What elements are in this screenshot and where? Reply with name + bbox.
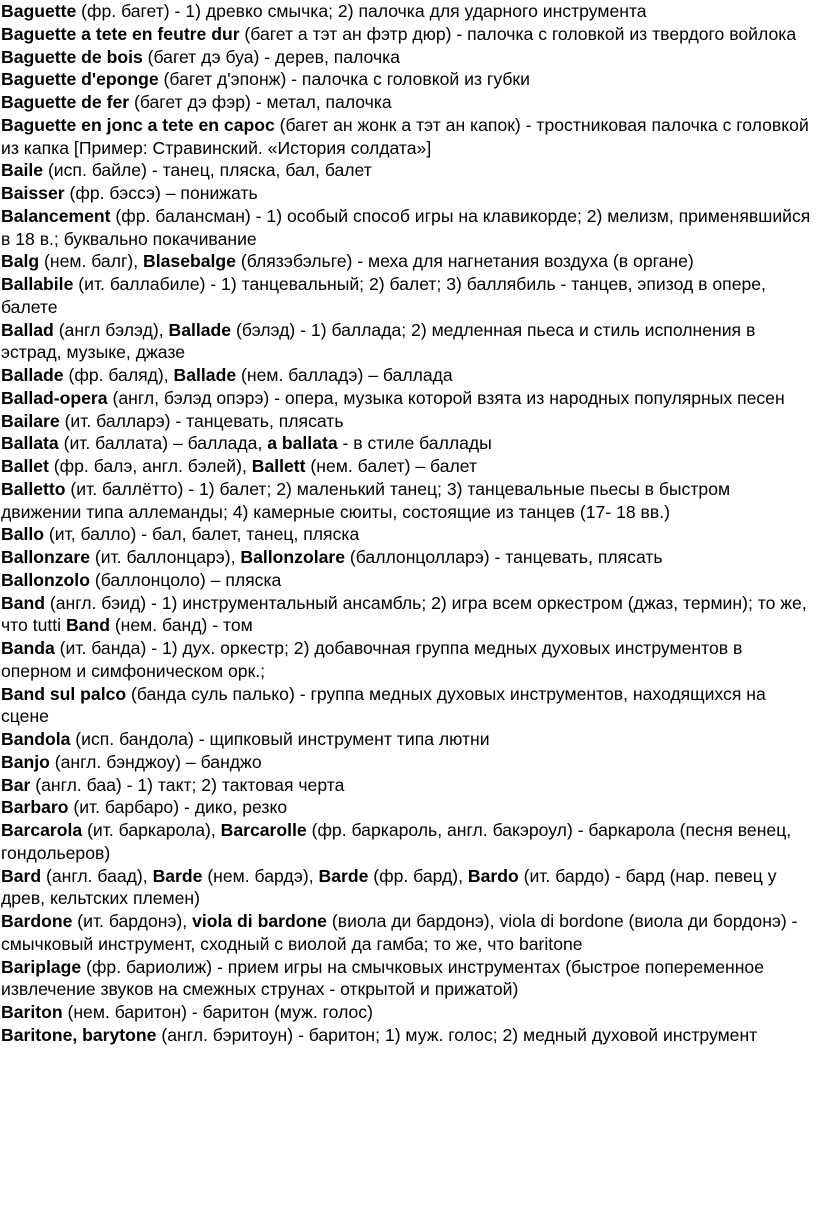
entry-term: Ballade	[168, 319, 232, 340]
entry-definition: (багет дэ буа) - дерев, палочка	[142, 46, 400, 67]
entry-definition: (ит. банда) - 1) дух. оркестр; 2) добавочная группа медных духовых инструментов в оперном и симфоническом орк.;	[1, 638, 743, 681]
glossary-entry	[1, 364, 813, 387]
entry-term: Baile	[1, 160, 44, 181]
entry-definition: (виола ди бардонэ), viola di bordone (виола ди бордонэ) - смычковый инструмент, сходный с виолой да гамба; то же, что baritone	[1, 911, 798, 954]
glossary-entry	[1, 956, 813, 1002]
glossary-entry	[1, 569, 813, 592]
entry-term: Band	[1, 592, 45, 613]
glossary-entry	[1, 1001, 813, 1024]
glossary-entry	[1, 159, 813, 182]
entry-term: Ballett	[251, 456, 306, 476]
entry-definition: (фр. бард),	[368, 865, 468, 886]
entry-definition: (англ. бэнджоу) – банджо	[49, 751, 262, 772]
entry-term: Ballet	[1, 456, 49, 476]
glossary-document	[1, 0, 813, 1047]
entry-term: Barde	[152, 865, 203, 886]
glossary-entry	[1, 250, 813, 273]
entry-definition: (ит. балларэ) - танцевать, плясать	[59, 410, 344, 431]
glossary-entry	[1, 751, 813, 774]
entry-term: Band	[65, 615, 110, 636]
entry-term: Baguette a tete en feutre dur	[1, 23, 240, 44]
glossary-entry	[1, 683, 813, 729]
entry-term: Bardo	[467, 865, 519, 886]
entry-term: Band sul palco	[1, 683, 127, 704]
glossary-entry	[1, 523, 813, 546]
glossary-entry	[1, 68, 813, 91]
entry-definition: (англ. баад),	[41, 865, 153, 886]
entry-term: Barcarola	[1, 820, 83, 840]
entry-term: Baisser	[1, 183, 65, 203]
entry-term: Bailare	[1, 410, 60, 431]
entry-definition: (ит. баллётто) - 1) балет; 2) маленький танец; 3) танцевальные пьесы в быстром движении типа аллеманды; 4) камерные сюиты, состоящие из танцев (17- 18 вв.)	[1, 478, 731, 522]
glossary-entry	[1, 592, 813, 638]
entry-definition: (фр. бариолиж) - прием игры на смычковых инструментах (быстрое попеременное извлечение звуков на смежных струнах - открытой и прижатой)	[1, 956, 764, 1000]
glossary-entry	[1, 478, 813, 524]
entry-definition: (багет дэ фэр) - метал, палочка	[129, 92, 392, 112]
entry-definition: (ит. барбаро) - дико, резко	[68, 797, 288, 818]
glossary-entry	[1, 410, 813, 433]
entry-term: Ballata	[1, 433, 59, 454]
entry-term: Ballad-opera	[1, 387, 108, 408]
entry-definition: (нем. балладэ) – баллада	[236, 365, 453, 385]
entry-term: Balletto	[1, 478, 66, 499]
glossary-entry	[1, 728, 813, 751]
entry-term: Ballabile	[1, 274, 74, 294]
entry-definition: (баллонцолларэ) - танцевать, плясать	[345, 547, 663, 567]
entry-term: Blasebalge	[143, 251, 236, 272]
entry-definition: (багет д'эпонж) - палочка с головкой из губки	[158, 69, 530, 90]
entry-definition: (нем. баритон) - баритон (муж. голос)	[62, 1002, 373, 1022]
glossary-entry	[1, 796, 813, 819]
glossary-entry	[1, 46, 813, 69]
entry-definition: (ит. баркарола),	[82, 820, 221, 840]
entry-definition: (нем. балг),	[39, 251, 144, 272]
glossary-entry	[1, 205, 813, 251]
entry-definition: (бэлэд) - 1) баллада; 2) медленная пьеса и стиль исполнения в эстрад, музыке, джазе	[1, 319, 756, 363]
entry-term: Baritone, barytone	[1, 1024, 157, 1045]
glossary-entry	[1, 23, 813, 46]
glossary-entry	[1, 455, 813, 478]
entry-definition: (ит. баллата) – баллада,	[58, 433, 268, 454]
entry-term: Ballonzolo	[1, 569, 90, 590]
entry-definition: - в стиле баллады	[337, 433, 492, 454]
glossary-entry	[1, 387, 813, 410]
glossary-entry	[1, 910, 813, 956]
glossary-entry	[1, 865, 813, 911]
glossary-entry	[1, 546, 813, 569]
entry-term: Bardone	[1, 911, 73, 931]
glossary-entry	[1, 0, 813, 23]
entry-definition: (ит. бардо) - бард (нар. певец у древ, кельтских племен)	[1, 865, 777, 909]
entry-definition: (нем. банд) - том	[109, 615, 253, 636]
glossary-entry	[1, 91, 813, 114]
entry-definition: (англ бэлэд),	[53, 319, 169, 340]
entry-term: Baguette en jonc a tete en capoc	[1, 114, 275, 135]
glossary-entry	[1, 637, 813, 683]
entry-definition: (англ. бэритоун) - баритон; 1) муж. голос; 2) медный духовой инструмент	[156, 1024, 758, 1045]
entry-definition: (ит. баллабиле) - 1) танцевальный; 2) балет; 3) баллябиль - танцев, эпизод в опере, балете	[1, 274, 766, 317]
entry-definition: (фр. балэ, англ. бэлей),	[48, 456, 252, 476]
entry-definition: (англ. баа) - 1) такт; 2) тактовая черта	[30, 774, 345, 795]
entry-definition: (ит. бардонэ),	[72, 911, 193, 931]
entry-term: Barde	[318, 865, 369, 886]
entry-term: Banjo	[1, 751, 50, 772]
entry-definition: (багет ан жонк а тэт ан капок) - тростниковая палочка с головкой из капка [Пример: Стравинский. «История солдата»]	[1, 114, 809, 158]
entry-definition: (баллонцоло) – пляска	[89, 569, 282, 590]
entry-definition: (исп. байле) - танец, пляска, бал, балет	[43, 160, 372, 181]
glossary-entry	[1, 819, 813, 865]
entry-term: Bariplage	[1, 956, 82, 977]
entry-definition: (ит, балло) - бал, балет, танец, пляска	[44, 524, 360, 545]
entry-definition: (исп. бандола) - щипковый инструмент типа лютни	[70, 729, 490, 749]
entry-definition: (фр. баляд),	[63, 365, 174, 385]
glossary-entry	[1, 432, 813, 455]
entry-term: Barcarolle	[220, 820, 307, 840]
entry-term: Barbaro	[1, 797, 69, 818]
entry-term: Bariton	[1, 1002, 63, 1022]
entry-term: Balg	[1, 251, 40, 272]
entry-definition: (англ. бэид) - 1) инструментальный ансамбль; 2) игра всем оркестром (джаз, термин); то же, что tutti	[1, 592, 807, 636]
entry-term: Bandola	[1, 729, 71, 749]
glossary-entry	[1, 1024, 813, 1047]
entry-definition: (блязэбэльге) - меха для нагнетания воздуха (в органе)	[235, 251, 694, 272]
entry-definition: (нем. балет) – балет	[305, 456, 478, 476]
entry-term: Baguette	[1, 1, 77, 21]
entry-term: Bar	[1, 774, 31, 795]
entry-definition: (ит. баллонцарэ),	[89, 547, 241, 567]
entry-term: Ballonzolare	[240, 547, 345, 567]
entry-definition: (фр. баркароль, англ. бакэроул) - баркарола (песня венец, гондольеров)	[1, 820, 792, 863]
entry-term: Banda	[1, 638, 55, 658]
glossary-entry	[1, 114, 813, 160]
entry-term: a ballata	[267, 433, 338, 454]
entry-term: Bard	[1, 865, 42, 886]
entry-term: Baguette de fer	[1, 92, 130, 112]
entry-definition: (багет а тэт ан фэтр дюр) - палочка с головкой из твердого войлока	[239, 23, 797, 44]
entry-definition: (фр. балансман) - 1) особый способ игры на клавикорде; 2) мелизм, применявшийся в 18 в.; буквально покачивание	[1, 205, 811, 249]
entry-term: Balancement	[1, 205, 111, 226]
entry-term: Ballo	[1, 524, 45, 545]
entry-term: Ballade	[173, 365, 237, 385]
glossary-entry	[1, 774, 813, 797]
entry-definition: (фр. багет) - 1) древко смычка; 2) палочка для ударного инструмента	[76, 1, 647, 21]
glossary-entry	[1, 182, 813, 205]
entry-definition: (банда суль палько) - группа медных духовых инструментов, находящихся на сцене	[1, 683, 766, 727]
entry-term: Baguette de bois	[1, 46, 143, 67]
entry-term: Ballad	[1, 319, 54, 340]
entry-definition: (нем. бардэ),	[202, 865, 319, 886]
glossary-entry	[1, 273, 813, 319]
entry-term: Baguette d'eponge	[1, 69, 159, 90]
entry-term: viola di bardone	[192, 911, 327, 931]
glossary-entry	[1, 319, 813, 365]
entry-term: Ballade	[1, 365, 64, 385]
entry-definition: (англ, бэлэд опэрэ) - опера, музыка которой взята из народных популярных песен	[107, 387, 785, 408]
entry-definition: (фр. бэссэ) – понижать	[64, 183, 258, 203]
entry-term: Ballonzare	[1, 547, 90, 567]
